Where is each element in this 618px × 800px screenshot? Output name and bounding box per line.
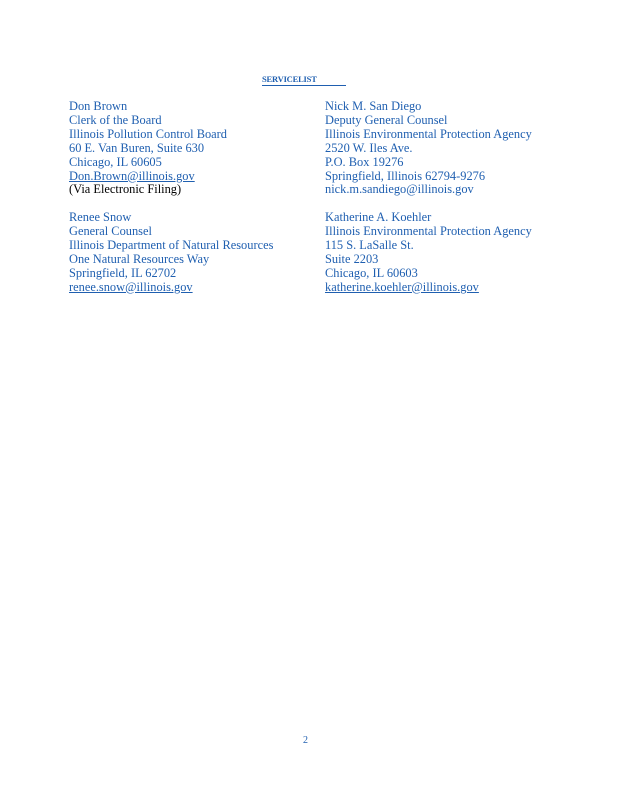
contact-address-line-3: Chicago, IL 60603 (325, 265, 418, 280)
contact-name: Katherine A. Koehler (325, 210, 432, 224)
contact-organization: Illinois Pollution Control Board (69, 126, 227, 141)
contact-organization: Illinois Department of Natural Resources (69, 237, 274, 252)
contact-email-link[interactable]: nick.m.sandiego@illinois.gov (325, 182, 474, 197)
contact-name: Don Brown (69, 99, 128, 113)
service-list-heading: SERVICELIST (262, 75, 346, 86)
contact-block-renee-snow (69, 211, 273, 294)
contact-address-line-2: Suite 2203 (325, 251, 379, 266)
contact-organization: Illinois Environmental Protection Agency (325, 126, 532, 141)
contact-email-link[interactable]: renee.snow@illinois.gov (69, 279, 193, 294)
contact-title: General Counsel (69, 223, 152, 238)
filing-method-note: (Via Electronic Filing) (69, 182, 182, 197)
contact-email-link[interactable]: Don.Brown@illinois.gov (69, 168, 195, 183)
contact-address-line-2: Springfield, IL 62702 (69, 265, 177, 280)
contact-address-line-1: 115 S. LaSalle St. (325, 237, 414, 252)
page-number: 2 (303, 735, 308, 746)
contact-organization: Illinois Environmental Protection Agency (325, 223, 532, 238)
contact-title: Deputy General Counsel (325, 112, 448, 127)
contact-address-line-3: Springfield, Illinois 62794-9276 (325, 168, 486, 183)
contact-address-line-1: One Natural Resources Way (69, 251, 210, 266)
contact-name: Renee Snow (69, 210, 132, 224)
contact-address-line-1: 2520 W. Iles Ave. (325, 140, 413, 155)
contact-title: Clerk of the Board (69, 112, 162, 127)
contact-block-don-brown (69, 100, 227, 197)
contact-email-link[interactable]: katherine.koehler@illinois.gov (325, 279, 479, 294)
contact-block-nick-san-diego (325, 100, 532, 197)
contact-block-katherine-koehler (325, 211, 532, 294)
contact-address-line-2: P.O. Box 19276 (325, 154, 404, 169)
contact-address-line-2: Chicago, IL 60605 (69, 154, 162, 169)
contact-address-line-1: 60 E. Van Buren, Suite 630 (69, 140, 205, 155)
contact-name: Nick M. San Diego (325, 99, 422, 113)
